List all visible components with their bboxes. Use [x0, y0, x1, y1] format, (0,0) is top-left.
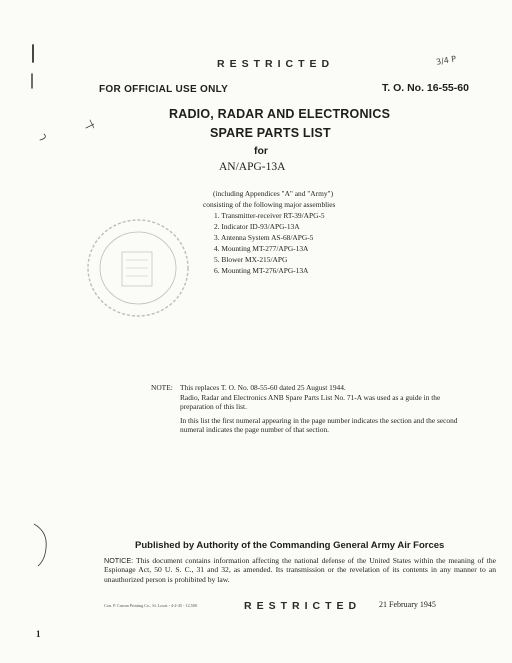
title-line-1: RADIO, RADAR AND ELECTRONICS [169, 107, 391, 121]
appendices-line: (including Appendices "A" and "Army") [213, 189, 334, 198]
to-number: T. O. No. 16-55-60 [382, 82, 469, 94]
printer-imprint: Con. P. Curran Printing Co., St. Louis - 4-2-45 - 12,500 [104, 603, 198, 608]
assembly-item: 5. Blower MX-215/APG [214, 255, 288, 264]
title-line-2: SPARE PARTS LIST [210, 126, 331, 140]
restricted-footer: RESTRICTED [244, 600, 362, 612]
assembly-item: 6. Mounting MT-276/APG-13A [214, 266, 309, 275]
note-paragraph-2: Radio, Radar and Electronics ANB Spare Parts List No. 71-A was used as a guide in the preparation of this list. [180, 392, 441, 412]
note-paragraph-3: In this list the first numeral appearing in the page number indicates the section and the second numeral indicates the page number of that section. [180, 415, 458, 435]
note-label: NOTE: [151, 383, 173, 392]
margin-bracket-mark [30, 520, 54, 570]
received-stamp-seal [82, 212, 194, 324]
assembly-item: 2. Indicator ID-93/APG-13A [214, 222, 300, 231]
assembly-item: 4. Mounting MT-277/APG-13A [214, 244, 309, 253]
official-use-label: FOR OFFICIAL USE ONLY [99, 84, 229, 95]
restricted-header: RESTRICTED [217, 58, 335, 70]
issue-date: 21 February 1945 [379, 600, 436, 609]
assembly-item: 1. Transmitter-receiver RT-39/APG-5 [214, 211, 325, 220]
published-authority: Published by Authority of the Commanding General Army Air Forces [135, 540, 445, 551]
notice-block [104, 556, 496, 584]
equipment-designation: AN/APG-13A [219, 161, 286, 173]
notice-label: NOTICE: [104, 556, 134, 565]
margin-pencil-marks [24, 40, 94, 160]
note-paragraph-1: This replaces T. O. No. 08-55-60 dated 25 August 1944. [180, 383, 346, 392]
assemblies-list [214, 210, 325, 276]
assemblies-intro: consisting of the following major assemblies [203, 200, 336, 209]
handwritten-mark: 3/4 P [435, 54, 457, 67]
notice-text: This document contains information affecting the national defense of the United States within the meaning of the Espionage Act, 50 U. S. C., 31 and 32, as amended. Its transmission or the revelation of its contents in any manner to an unauthorized person is prohibited by law. [104, 556, 496, 584]
page-number: 1 [36, 629, 41, 639]
note-body [180, 383, 460, 435]
title-for: for [254, 145, 268, 157]
assembly-item: 3. Antenna System AS-68/APG-5 [214, 233, 314, 242]
